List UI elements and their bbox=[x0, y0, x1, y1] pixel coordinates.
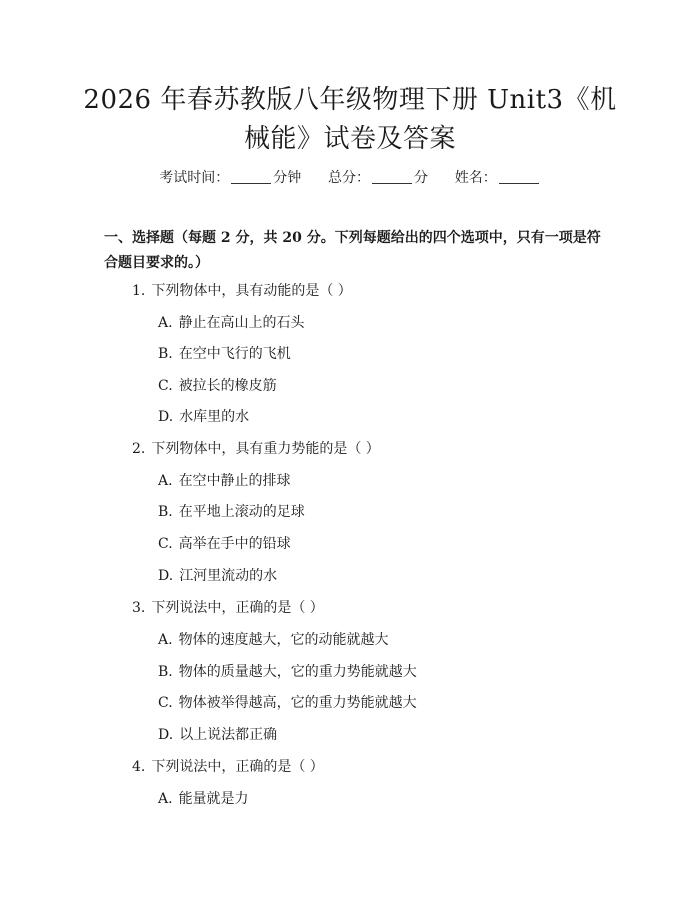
option-letter: B. bbox=[158, 664, 173, 680]
option-letter: D. bbox=[158, 727, 174, 743]
q2-option-c bbox=[158, 533, 291, 555]
q1-option-a bbox=[158, 312, 305, 334]
question-number: 1. bbox=[132, 283, 146, 299]
document-title-line-2: 械能》试卷及答案 bbox=[243, 124, 456, 154]
q3-option-a bbox=[158, 629, 389, 651]
score-unit: 分 bbox=[414, 170, 428, 186]
option-text: 在空中静止的排球 bbox=[178, 473, 291, 489]
time-unit: 分钟 bbox=[273, 170, 302, 186]
option-letter: B. bbox=[158, 504, 173, 520]
option-letter: D. bbox=[158, 409, 174, 425]
document-title-line-1: 2026 年春苏教版八年级物理下册 Unit3《机 bbox=[83, 85, 617, 115]
option-text: 在平地上滚动的足球 bbox=[178, 504, 305, 520]
q1-option-d bbox=[158, 406, 249, 428]
q2-option-a bbox=[158, 470, 291, 492]
option-text: 静止在高山上的石头 bbox=[178, 315, 305, 331]
q3-option-d bbox=[158, 724, 277, 746]
option-letter: A. bbox=[158, 791, 173, 807]
option-letter: C. bbox=[158, 695, 173, 711]
time-blank bbox=[231, 169, 271, 184]
option-letter: A. bbox=[158, 473, 173, 489]
question-2 bbox=[132, 438, 380, 460]
question-number: 3. bbox=[132, 600, 146, 616]
score-blank bbox=[372, 169, 412, 184]
q2-option-b bbox=[158, 501, 305, 523]
time-label: 考试时间： bbox=[159, 170, 230, 186]
section-header: 一、选择题（每题 2 分，共 20 分。下列每题给出的四个选项中，只有一项是符合题目要求的。） bbox=[104, 230, 601, 271]
option-text: 在空中飞行的飞机 bbox=[178, 346, 291, 362]
option-letter: A. bbox=[158, 632, 173, 648]
option-text: 被拉长的橡皮筋 bbox=[178, 378, 277, 394]
option-text: 能量就是力 bbox=[178, 791, 249, 807]
option-text: 以上说法都正确 bbox=[179, 727, 278, 743]
option-letter: C. bbox=[158, 378, 173, 394]
question-text: 下列物体中，具有重力势能的是（ ） bbox=[151, 441, 380, 457]
exam-info-line bbox=[0, 167, 700, 189]
option-text: 物体的速度越大，它的动能就越大 bbox=[178, 632, 389, 648]
question-number: 2. bbox=[132, 441, 146, 457]
question-text: 下列说法中，正确的是（ ） bbox=[151, 759, 324, 775]
question-number: 4. bbox=[132, 759, 146, 775]
q3-option-b bbox=[158, 661, 417, 683]
score-label: 总分： bbox=[328, 170, 370, 186]
option-text: 水库里的水 bbox=[179, 409, 250, 425]
q4-option-a bbox=[158, 788, 249, 810]
option-letter: A. bbox=[158, 315, 173, 331]
question-text: 下列说法中，正确的是（ ） bbox=[151, 600, 324, 616]
option-text: 高举在手中的铅球 bbox=[178, 536, 291, 552]
option-letter: B. bbox=[158, 346, 173, 362]
option-text: 物体被举得越高，它的重力势能就越大 bbox=[178, 695, 417, 711]
name-label: 姓名： bbox=[454, 170, 497, 186]
name-blank bbox=[499, 169, 539, 184]
option-text: 江河里流动的水 bbox=[179, 568, 278, 584]
question-text: 下列物体中，具有动能的是（ ） bbox=[151, 283, 352, 299]
q3-option-c bbox=[158, 692, 417, 714]
option-letter: D. bbox=[158, 568, 174, 584]
q1-option-b bbox=[158, 343, 291, 365]
question-1 bbox=[132, 280, 352, 302]
question-3 bbox=[132, 597, 324, 619]
q1-option-c bbox=[158, 375, 277, 397]
question-4 bbox=[132, 756, 324, 778]
q2-option-d bbox=[158, 565, 277, 587]
option-letter: C. bbox=[158, 536, 173, 552]
option-text: 物体的质量越大，它的重力势能就越大 bbox=[178, 664, 417, 680]
